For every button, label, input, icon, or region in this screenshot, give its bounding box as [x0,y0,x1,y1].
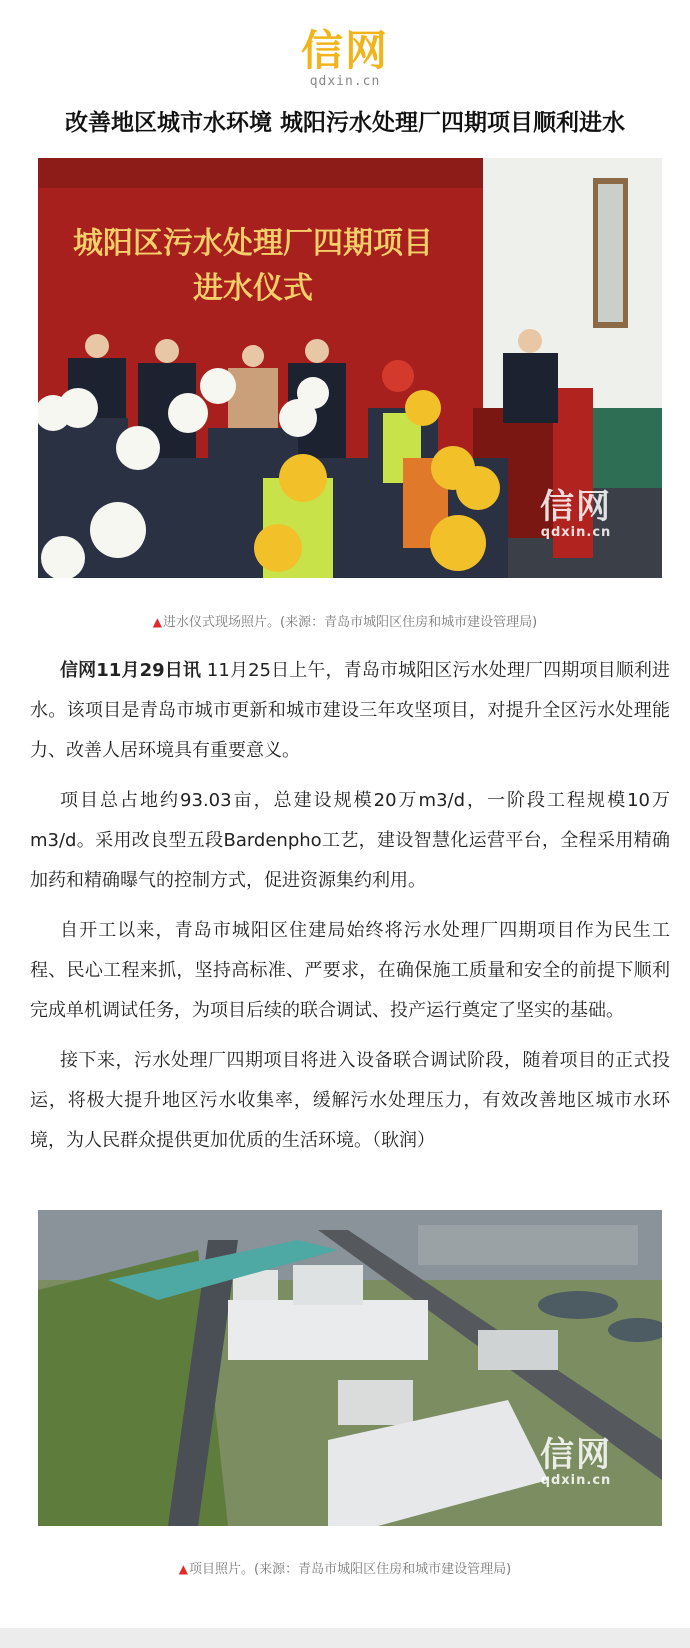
photo1-caption-text: 进水仪式现场照片。(来源：青岛市城阳区住房和城市建设管理局) [163,615,538,630]
paragraph-4: 接下来，污水处理厂四期项目将进入设备联合调试阶段，随着项目的正式投运，将极大提升地区污水收集率，缓解污水处理压力，有效改善地区城市水环境，为人民群众提供更加优质的生活环境。（耿润） [30,1050,670,1151]
photo1-watermark: 信网 qdxin.cn [540,487,612,540]
paragraph-2: 项目总占地约93.03亩，总建设规模20万m3/d，一阶段工程规模10万m3/d。采用改良型五段Bardenpho工艺，建设智慧化运营平台，全程采用精确加药和精确曝气的控制方式，促进资源集约利用。 [30,790,670,891]
photo1-caption [0,611,690,630]
banner-line1: 城阳区污水处理厂四期项目 [73,226,433,261]
site-logo[interactable] [0,26,690,89]
paragraph-1-text: 11月25日上午，青岛市城阳区污水处理厂四期项目顺利进水。该项目是青岛市城市更新和城市建设三年攻坚项目，对提升全区污水处理能力、改善人居环境具有重要意义。 [30,660,670,761]
aerial-photo [38,1210,662,1526]
article-headline: 改善地区城市水环境 城阳污水处理厂四期项目顺利进水 [64,110,625,136]
banner-line2: 进水仪式 [193,271,313,306]
footer-bar [0,1628,690,1648]
caption-marker-icon: ▲ [178,1562,189,1576]
photo2-watermark: 信网 qdxin.cn [540,1435,612,1488]
photo2-caption [0,1558,690,1577]
dateline: 信网11月29日讯 [60,660,202,681]
logo-domain: qdxin.cn [309,74,381,89]
ceremony-photo [38,158,662,578]
article-body [30,651,670,1171]
paragraph-1 [30,651,670,771]
logo-wordmark: 信网 [300,26,389,75]
photo2-caption-text: 项目照片。(来源：青岛市城阳区住房和城市建设管理局) [189,1562,512,1577]
caption-marker-icon: ▲ [152,615,163,629]
paragraph-3: 自开工以来，青岛市城阳区住建局始终将污水处理厂四期项目作为民生工程、民心工程来抓，坚持高标准、严要求，在确保施工质量和安全的前提下顺利完成单机调试任务，为项目后续的联合调试、投产运行奠定了坚实的基础。 [30,920,670,1021]
